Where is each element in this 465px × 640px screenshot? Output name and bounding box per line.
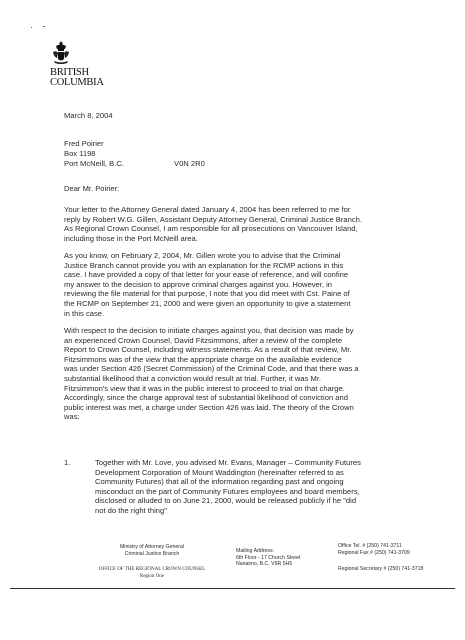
paragraph-3: With respect to the decision to initiate charges against you, that decision was made by an experienced Crown Counsel, David Fitzsimmons, after a review of the complete Report to Crown Counsel, including witness statements. As a result of that review, Mr. Fitzsimmons was of the view that the appropriate charge on the available evidence was under Section 426 (Secret Commission) of the Criminal Code, and that there was a substantial likelihood that a conviction would result at trial. Further, it was Mr. Fitzsimmon's view that it was in the public interest to proceed to trial on that charge. Accordingly, since the charge approval test of substantial likelihood of conviction and public interest was met, a charge under Section 426 was laid. The theory of the Crown was: xyxy=(64,326,359,422)
recipient-city: Port McNeill, B.C. xyxy=(64,159,124,168)
recipient-postal: V0N 2R0 xyxy=(174,159,205,168)
paragraph-1: Your letter to the Attorney General dated January 4, 2004 has been referred to me for reply by Robert W.G. Gillen, Assistant Deputy Attorney General, Criminal Justice Branch. As Regional Crown Counsel, I am responsible for all prosecutions on Vancouver Island, including those in the Port McNeill area. xyxy=(64,205,362,243)
bc-logo xyxy=(36,40,106,88)
coat-of-arms-icon xyxy=(50,40,72,66)
footer-telephone: Office Tel. # (250) 741-3711 Regional Fax # (250) 741-3709 xyxy=(338,543,410,556)
footer-regional-secretary: Regional Secretary # (250) 741-3718 xyxy=(338,566,424,572)
letter-date: March 8, 2004 xyxy=(64,111,113,120)
scan-speck xyxy=(31,27,32,28)
footer-mailing-address: Mailing Address: 6th Floor - 17 Church Street Nanaimo, B.C. V9R 5H5 xyxy=(236,548,301,568)
logo-line-2: COLUMBIA xyxy=(50,77,104,88)
logo-line-1: BRITISH xyxy=(50,67,89,78)
footer-office: OFFICE OF THE REGIONAL CROWN COUNSEL Region One xyxy=(98,567,206,579)
salutation: Dear Mr. Poirier: xyxy=(64,184,120,193)
footer-divider xyxy=(10,588,455,589)
footer-ministry: Ministry of Attorney General Criminal Justice Branch xyxy=(119,544,184,557)
logo-wordmark xyxy=(50,68,106,88)
paragraph-2: As you know, on February 2, 2004, Mr. Gillen wrote you to advise that the Criminal Justice Branch cannot provide you with an explanation for the RCMP actions in this case. I have provided a copy of that letter for your ease of reference, and will confine my answer to the decision to approve criminal charges against you. However, in reviewing the file material for that purpose, I note that you did meet with Cst. Paine of the RCMP on September 21, 2000 and were given an opportunity to give a statement in this case. xyxy=(64,251,351,318)
list-item-text: Together with Mr. Love, you advised Mr. Evans, Manager – Community Futures Development Corporation of Mount Waddington (hereinafter referred to as Community Futures) that all of the information regarding past and ongoing misconduct on the part of Community Futures employees and board members, disclosed or alluded to on June 21, 2000, would be released publicly if he "did not do the right thing" xyxy=(95,458,361,515)
recipient-name: Fred Poirier xyxy=(64,139,104,148)
scan-speck xyxy=(43,26,45,27)
recipient-box: Box 1198 xyxy=(64,149,96,158)
list-item-number: 1. xyxy=(64,458,71,467)
